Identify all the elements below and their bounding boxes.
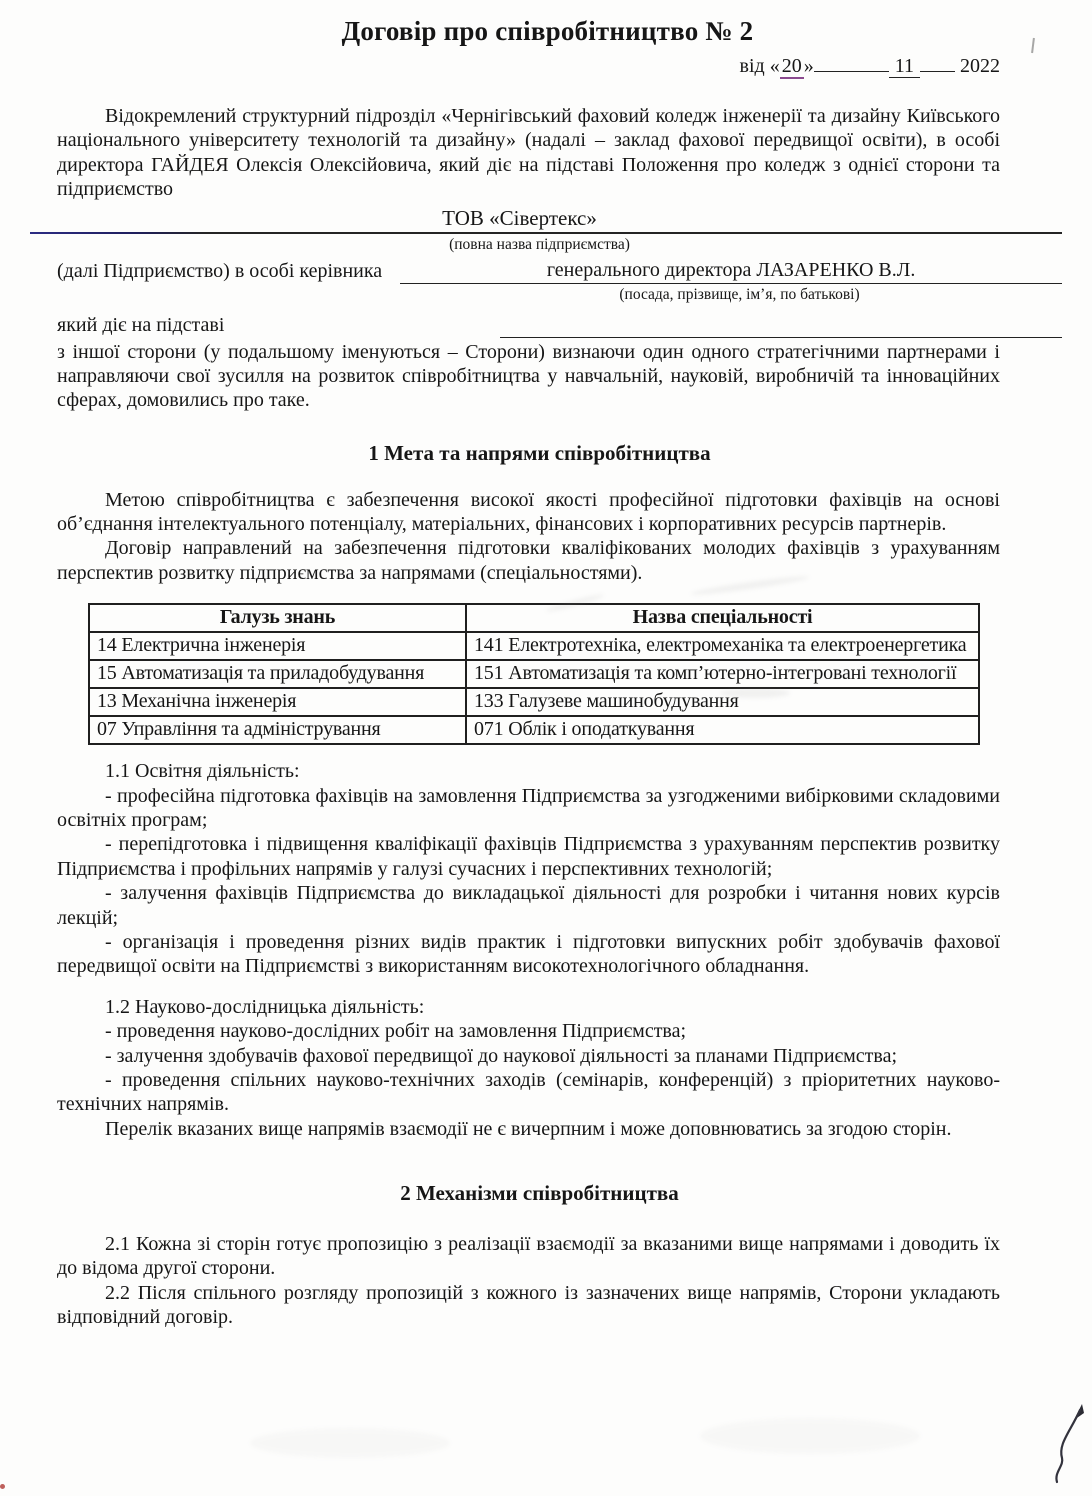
head-of-company-row — [57, 258, 1062, 284]
subsection-1-2-closing: Перелік вказаних вище напрямів взаємодії не є вичерпним і може доповнюватись за згодою сторін. — [105, 1117, 952, 1140]
head-caption: (посада, прізвище, ім’я, по батькові) — [619, 286, 860, 304]
head-value-underlined: генерального директора ЛАЗАРЕНКО В.Л. — [400, 258, 1062, 284]
table-cell: 13 Механічна інженерія — [89, 688, 466, 716]
parties-paragraph: з іншої сторони (у подальшому іменуються – Сторони) визнаючи один одного стратегічними партнерами і направляючи свої зусилля на розвиток співробітництва у навчальній, науковій, виробничій та інноваційних сферах, домовились про таке. — [57, 340, 1000, 412]
table-cell: 15 Автоматизація та приладобудування — [89, 660, 466, 688]
table-header-branch: Галузь знань — [89, 604, 466, 632]
page-title: Договір про співробітництво № 2 — [341, 16, 754, 46]
company-name-caption: (повна назва підприємства) — [449, 235, 630, 253]
table-cell: 133 Галузеве машинобудування — [466, 688, 979, 716]
scan-artifact-red-dot — [0, 1484, 5, 1489]
subsection-1-2-item: - проведення спільних науково-технічних заходів (семінарів, конференцій) з пріоритетних науково-технічних напрямів. — [57, 1068, 1000, 1116]
subsection-1-1-heading: 1.1 Освітня діяльність: — [105, 760, 300, 783]
date-year: 2022 — [960, 55, 1000, 77]
section-1-paragraph-1: Метою співробітництва є забезпечення високої якості професійної підготовки фахівців на основі об’єднання інтелектуального потенціалу, матеріальних, фінансових і корпоративних ресурсів партнерів. — [57, 488, 1000, 536]
subsection-1-2-item: - залучення здобувачів фахової передвищої до наукової діяльності за планами Підприємства; — [105, 1044, 898, 1067]
head-label: (далі Підприємство) в особі керівника — [57, 260, 383, 283]
table-header-row — [89, 604, 979, 632]
company-name-value: ТОВ «Сівертекс» — [442, 205, 597, 230]
section-2-paragraph-1: 2.1 Кожна зі сторін готує пропозицію з реалізації взаємодії за вказаними вище напрямами і доводить їх до відома другої сторони. — [57, 1233, 1000, 1280]
table-row — [89, 688, 979, 716]
date-day-handwritten: 20 — [781, 55, 802, 77]
date-prefix: від « — [739, 55, 780, 77]
subsection-1-2-item: - проведення науково-дослідних робіт на замовлення Підприємства; — [105, 1020, 687, 1043]
table-row — [89, 716, 979, 744]
table-cell: 14 Електрична інженерія — [89, 632, 466, 660]
company-name-underline — [30, 232, 1062, 234]
table-header-specialty: Назва спеціальності — [466, 604, 979, 632]
subsection-1-1-item: - перепідготовка і підвищення кваліфікації фахівців Підприємства з урахуванням перспектив розвитку Підприємства і профільних напрямів у галузі сучасних і перспективних технологій; — [57, 833, 1000, 880]
section-2-paragraph-2: 2.2 Після спільного розгляду пропозицій з кожного із зазначених вище напрямів, Сторони укладають відповідний договір. — [57, 1281, 1000, 1329]
scan-smudge — [250, 1428, 450, 1458]
subsection-1-2-heading: 1.2 Науково-дослідницька діяльність: — [105, 995, 425, 1018]
date-blank-line-2 — [920, 52, 955, 72]
subsection-1-1-item: - професійна підготовка фахівців на замовлення Підприємства за узгодженими вибірковими складовими освітніх програм; — [57, 784, 1000, 832]
specialties-table — [88, 603, 980, 745]
head-caption-row — [57, 285, 1062, 304]
pen-mark-squiggle — [1044, 1398, 1090, 1490]
table-row — [89, 660, 979, 688]
intro-paragraph: Відокремлений структурний підрозділ «Чернігівський фаховий коледж інженерії та дизайну Київського національного університету технологій та дизайну» (надалі – заклад фахової передвищої освіти), в особі директора ГАЙДЕЯ Олексія Олексійовича, який діє на підставі Положення про коледж з однієї сторони та підприємство — [57, 105, 1000, 201]
basis-label: який діє на підставі — [57, 313, 225, 336]
section-1-paragraph-2: Договір направлений на забезпечення підготовки кваліфікованих молодих фахівців з урахуванням перспектив розвитку підприємства за напрямами (спеціальностями). — [57, 537, 1000, 584]
table-row — [89, 632, 979, 660]
table-cell: 141 Електротехніка, електромеханіка та електроенергетика — [466, 632, 979, 660]
date-month: 11 — [889, 55, 920, 78]
subsection-1-1-item: - залучення фахівців Підприємства до викладацької діяльності для розробки і читання нових курсів лекцій; — [57, 882, 1000, 929]
scan-smudge — [700, 1418, 920, 1454]
basis-row — [57, 313, 1062, 338]
contract-date-line — [57, 52, 1062, 78]
table-cell: 071 Облік і оподаткування — [466, 716, 979, 744]
date-blank-line — [814, 52, 889, 72]
date-close-quote: » — [803, 55, 814, 77]
section-1-heading: 1 Мета та напрями співробітництва — [368, 440, 711, 465]
caption-spacer — [57, 285, 417, 304]
section-2-heading: 2 Механізми співробітництва — [400, 1181, 679, 1206]
table-cell: 07 Управління та адміністрування — [89, 716, 466, 744]
subsection-1-1-item: - організація і проведення різних видів практик і підготовки випускних робіт здобувачів фахової передвищої освіти на Підприємстві з використанням високотехнологічного обладнання. — [57, 930, 1000, 978]
table-cell: 151 Автоматизація та комп’ютерно-інтегровані технології — [466, 660, 979, 688]
basis-blank-line — [500, 316, 1062, 338]
